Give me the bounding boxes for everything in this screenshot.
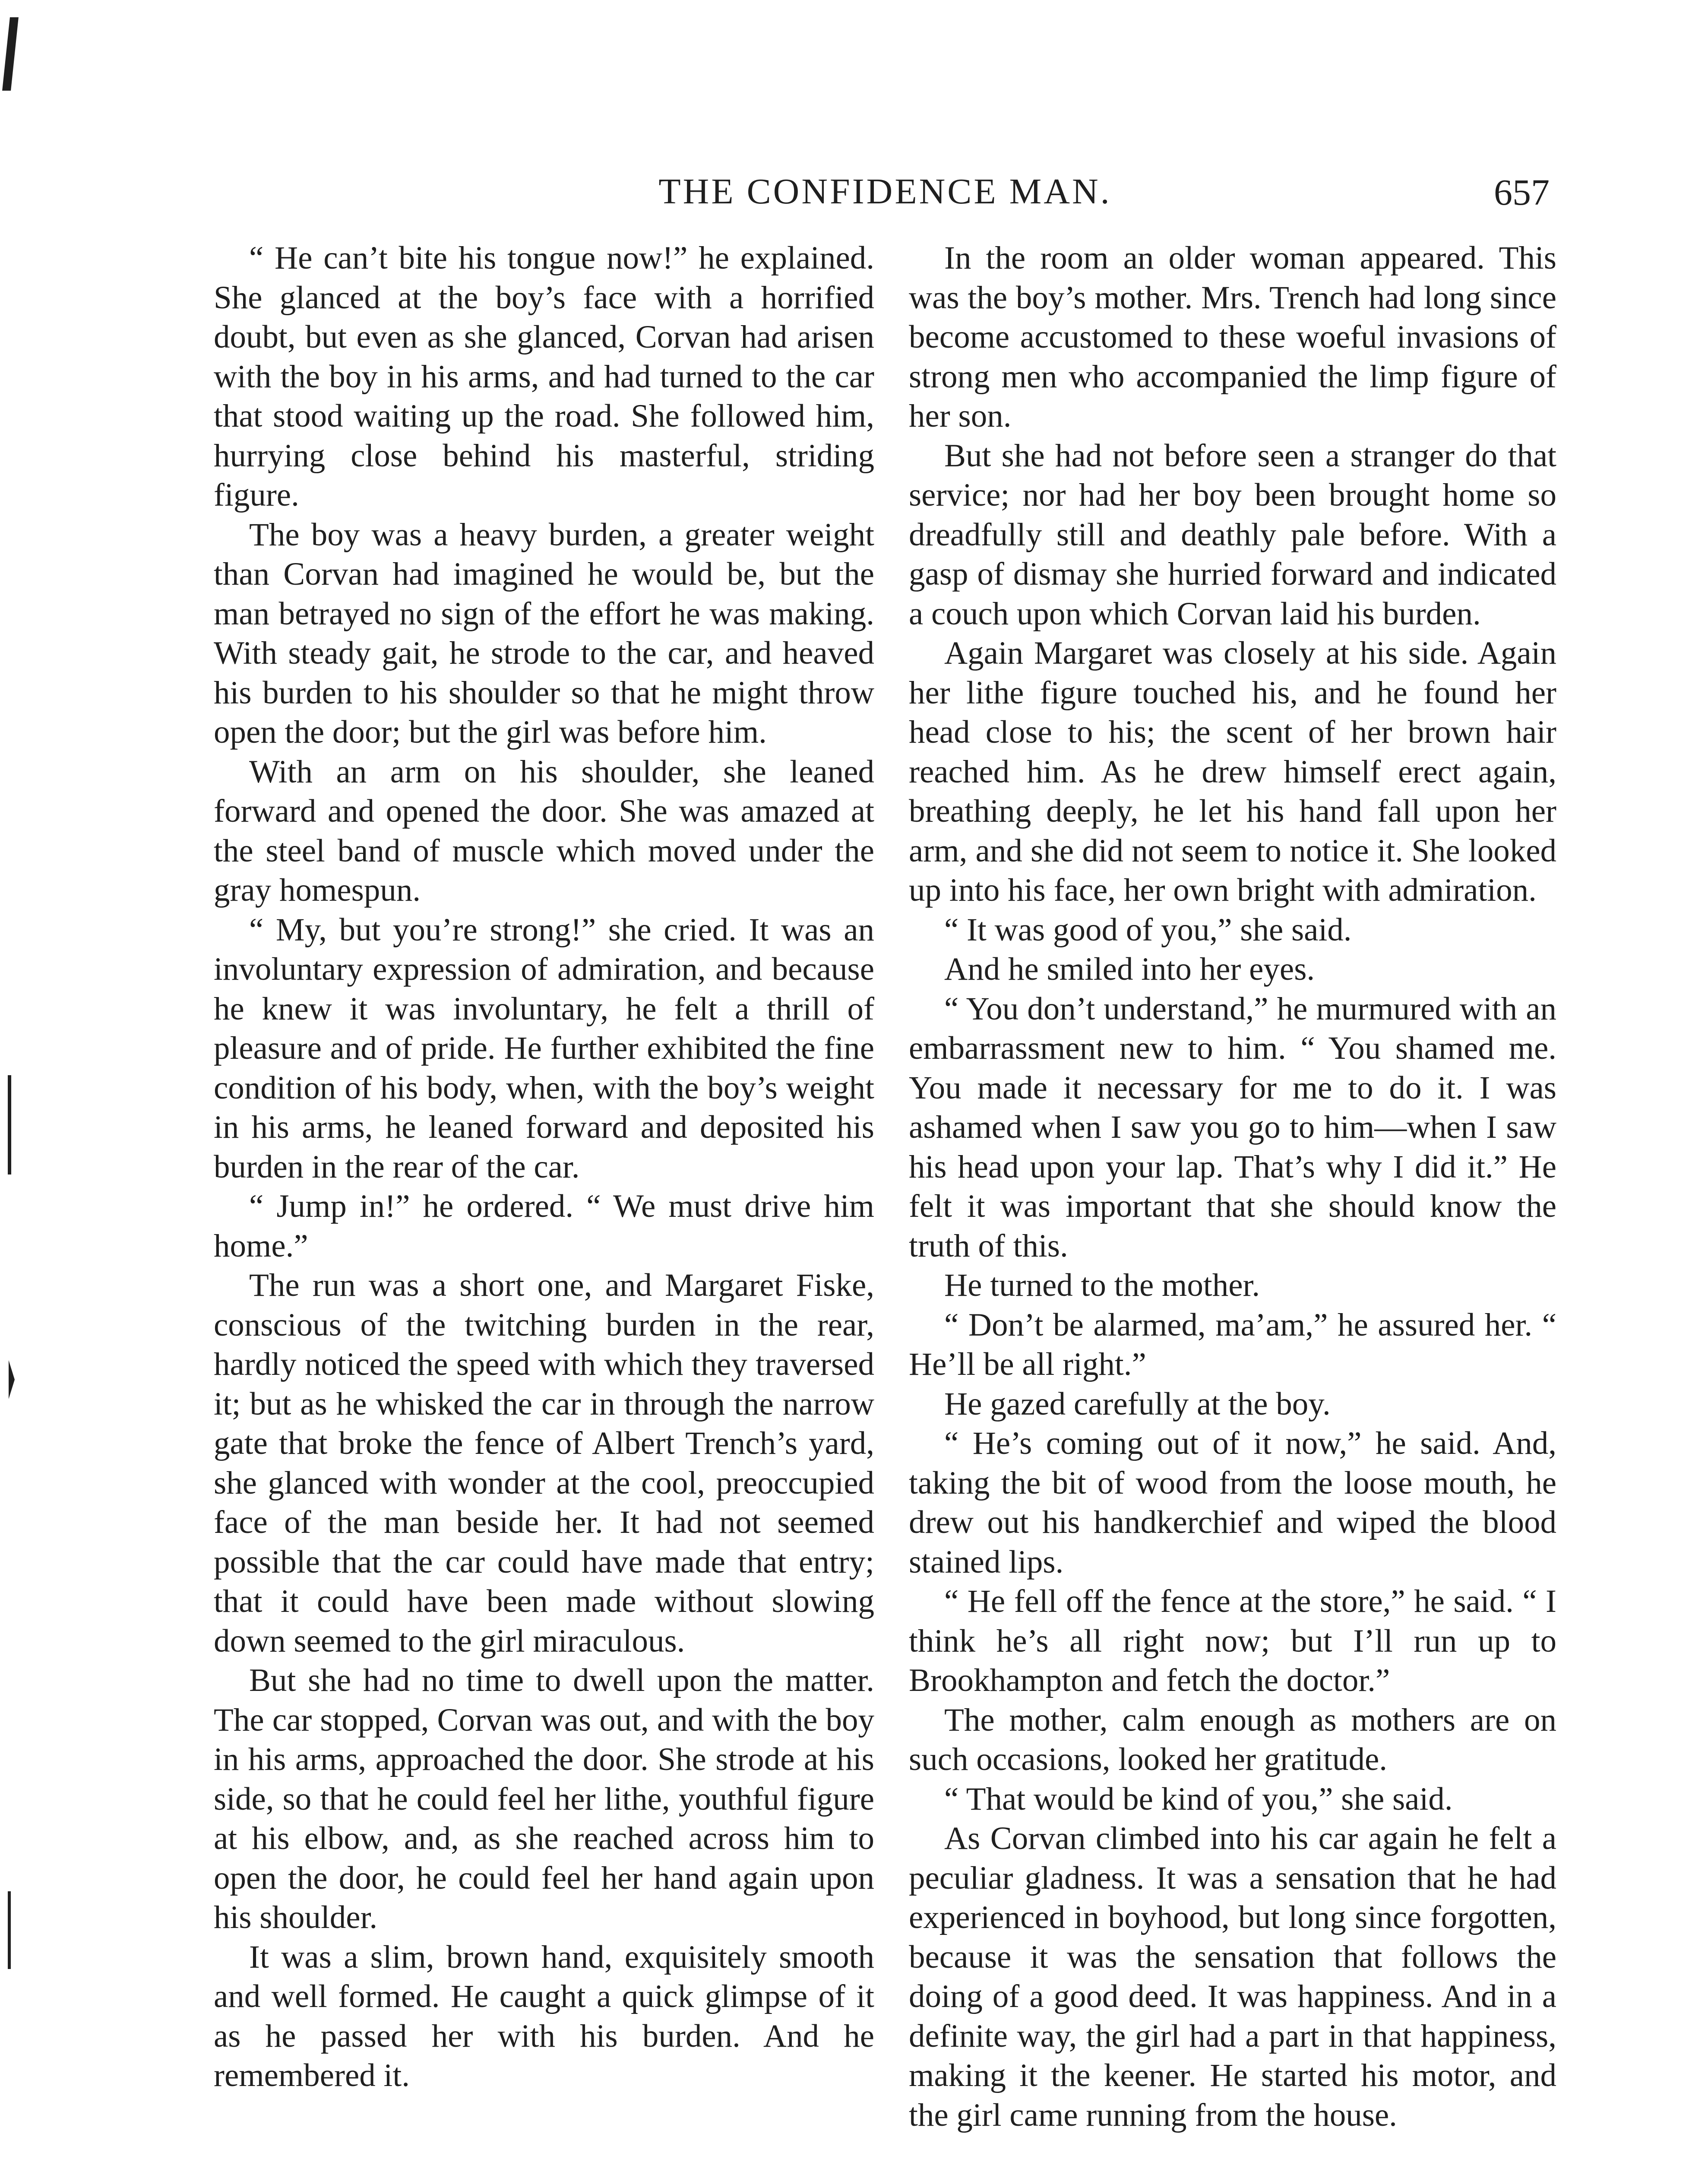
paragraph: In the room an older woman appeared. This was the boy’s mother. Mrs. Trench had long since become accustomed to these woeful invasions of strong men who accompanied the limp figure of her son. [909,240,1556,434]
paragraph: The run was a short one, and Margaret Fiske, conscious of the twitching burden in the rear, hardly noticed the speed with which they traversed it; but as he whisked the car in through the narrow gate that broke the fence of Albert Trench’s yard, she glanced with wonder at the cool, preoccupied face of the man beside her. It had not seemed possible that the car could have made that entry; that it could have been made without slowing down seemed to the girl miraculous. [214,1267,874,1659]
paragraph: “ Jump in!” he ordered. “ We must drive him home.” [214,1188,874,1264]
scan-edge-mark [9,1360,15,1399]
scan-edge-mark [8,1891,11,1969]
paragraph: The mother, calm enough as mothers are on such occasions, looked her gratitude. [909,1702,1556,1777]
paragraph: “ Don’t be alarmed, ma’am,” he assured her. “ He’ll be all right.” [909,1307,1556,1382]
paragraph: But she had not before seen a stranger do that service; nor had her boy been brought home so dreadfully still and deathly pale before. With a gasp of dismay she hurried forward and indicated a couch upon which Corvan laid his burden. [909,437,1556,632]
paragraph: But she had no time to dwell upon the matter. The car stopped, Corvan was out, and with the boy in his arms, approached the door. She strode at his side, so that he could feel her lithe, youthful figure at his elbow, and, as she reached across him to open the door, he could feel her hand again upon his shoulder. [214,1662,874,1935]
scan-edge-mark [2,17,19,91]
scan-edge-mark [8,1075,11,1174]
paragraph: “ It was good of you,” she said. [944,912,1352,948]
paragraph: And he smiled into her eyes. [944,951,1315,987]
paragraph: It was a slim, brown hand, exquisitely smooth and well formed. He caught a quick glimpse of it as he passed her with his burden. And he remembered it. [214,1939,874,2093]
paragraph: The boy was a heavy burden, a greater weight than Corvan had imagined he would be, but the man betrayed no sign of the effort he was making. With steady gait, he strode to the car, and heaved his burden to his shoulder so that he might throw open the door; but the girl was before him. [214,516,874,750]
paragraph: “ You don’t understand,” he murmured with an embarrassment new to him. “ You shamed me. You made it necessary for me to do it. I was ashamed when I saw you go to him—when I saw his head upon your lap. That’s why I did it.” He felt it was important that she should know the truth of this. [909,991,1556,1264]
right-text-column [909,238,1556,2135]
paragraph: “ He’s coming out of it now,” he said. And, taking the bit of wood from the loose mouth, he drew out his handkerchief and wiped the blood stained lips. [909,1425,1556,1580]
paragraph: He turned to the mother. [944,1267,1260,1303]
paragraph: “ He can’t bite his tongue now!” he explained. She glanced at the boy’s face with a horrified doubt, but even as she glanced, Corvan had arisen with the boy in his arms, and had turned to the car that stood waiting up the road. She followed him, hurrying close behind his masterful, striding figure. [214,240,874,513]
paragraph: With an arm on his shoulder, she leaned forward and opened the door. She was amazed at the steel band of muscle which moved under the gray homespun. [214,753,874,908]
paragraph: “ That would be kind of you,” she said. [944,1781,1453,1817]
page-number: 657 [1494,171,1550,213]
paragraph: As Corvan climbed into his car again he felt a peculiar gladness. It was a sensation that he had experienced in boyhood, but long since forgotten, because it was the sensation that follows the doing of a good deed. It was happiness. And in a definite way, the girl had a part in that happiness, making it the keener. He started his motor, and the girl came running from the house. [909,1820,1556,2133]
left-text-column [214,238,874,2096]
running-header-title: THE CONFIDENCE MAN. [658,171,1112,212]
paragraph: He gazed carefully at the boy. [944,1386,1331,1422]
paragraph: “ He fell off the fence at the store,” he said. “ I think he’s all right now; but I’ll run up to Brookhampton and fetch the doctor.” [909,1583,1556,1698]
paragraph: “ My, but you’re strong!” she cried. It was an involuntary expression of admiration, and because he knew it was involuntary, he felt a thrill of pleasure and of pride. He further exhibited the fine condition of his body, when, with the boy’s weight in his arms, he leaned forward and deposited his burden in the rear of the car. [214,912,874,1185]
paragraph: Again Margaret was closely at his side. Again her lithe figure touched his, and he found her head close to his; the scent of her brown hair reached him. As he drew himself erect again, breathing deeply, he let his hand fall upon her arm, and she did not seem to notice it. She looked up into his face, her own bright with admiration. [909,635,1556,908]
